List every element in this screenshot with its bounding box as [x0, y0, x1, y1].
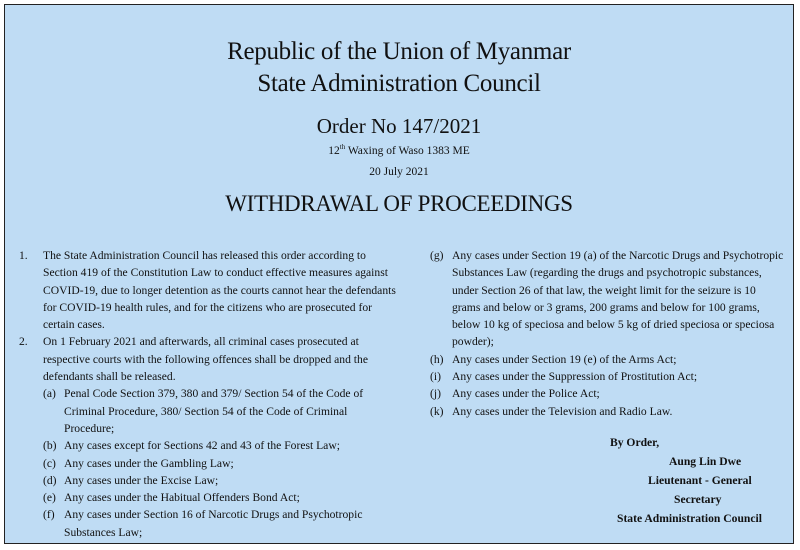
item-label: (h): [430, 352, 444, 366]
item-label: (i): [430, 370, 441, 384]
item-text: Any cases under the Police Act;: [452, 387, 600, 401]
item-text: Any cases under the Gambling Law;: [64, 456, 234, 470]
signature-by-order: By Order,: [610, 436, 660, 449]
header-country: Republic of the Union of Myanmar: [227, 38, 571, 65]
item-label: (g): [430, 249, 444, 262]
item-text: Any cases under Section 19 (a) of the Narcotic Drugs and Psychotropic Substances Law (regarding the drugs and psychotropic substances, under Section 26 of that law, the weight limit for the seizure is 10 grams and below or 3 grams, 200 grams and below for 100 grams, below 10 kg of speciosa and below 5 kg of dried speciosa or speciosa powder);: [452, 249, 784, 349]
item-label: (j): [430, 387, 441, 401]
item-text: Any cases under Section 19 (e) of the Arms Act;: [452, 352, 677, 366]
item-i: [430, 368, 787, 385]
item-label: (b): [43, 439, 57, 453]
order-document: [4, 4, 794, 544]
item-j: [430, 385, 787, 402]
item-text: Any cases under Section 16 of Narcotic Drugs and Psychotropic Substances Law;: [64, 508, 363, 539]
header-council: State Administration Council: [257, 70, 541, 97]
item-label: (d): [43, 473, 57, 487]
item-d: [19, 472, 399, 489]
signature-name: Aung Lin Dwe: [669, 455, 742, 468]
item-c: [19, 455, 399, 472]
order-title: WITHDRAWAL OF PROCEEDINGS: [225, 191, 573, 216]
myanmar-date-day: 12: [328, 145, 340, 157]
item-text: Any cases under the Excise Law;: [64, 473, 219, 487]
paragraph-2: [19, 333, 399, 385]
item-b: [19, 437, 399, 454]
item-text: Penal Code Section 379, 380 and 379/ Section 54 of the Code of Criminal Procedure, 380/ Section 54 of the Code of Criminal Procedure;: [64, 387, 364, 435]
order-number: Order No 147/2021: [316, 114, 482, 138]
signature-position: Secretary: [674, 493, 722, 506]
paragraph-number: 2.: [19, 335, 28, 349]
item-text: Any cases under the Suppression of Prostitution Act;: [452, 370, 698, 384]
myanmar-date: [5, 144, 793, 158]
item-text: Any cases under the Habitual Offenders Bond Act;: [64, 491, 300, 505]
item-label: (c): [43, 456, 56, 470]
item-text: Any cases except for Sections 42 and 43 of the Forest Law;: [64, 439, 340, 453]
item-label: (a): [43, 387, 56, 401]
item-label: (f): [43, 508, 55, 522]
item-f: [19, 506, 399, 541]
gregorian-date: 20 July 2021: [369, 166, 429, 178]
item-label: (e): [43, 491, 56, 505]
myanmar-date-rest: Waxing of Waso 1383 ME: [345, 145, 470, 157]
signature-organization: State Administration Council: [617, 512, 762, 525]
paragraph-number: 1.: [19, 249, 28, 262]
signature-rank: Lieutenant - General: [648, 474, 752, 487]
item-e: [19, 489, 399, 506]
item-text: Any cases under the Television and Radio Law.: [452, 404, 673, 418]
item-k: [430, 403, 787, 420]
right-column: [430, 247, 787, 420]
paragraph-text: On 1 February 2021 and afterwards, all criminal cases prosecuted at respective courts with the following offences shall be dropped and the defendants shall be released.: [43, 335, 368, 384]
myanmar-date-ordinal: th: [339, 143, 346, 152]
item-label: (k): [430, 404, 444, 418]
item-a: [19, 385, 399, 437]
paragraph-1: [19, 247, 399, 333]
item-g: [430, 247, 787, 351]
left-column: [19, 247, 399, 541]
paragraph-text: The State Administration Council has released this order according to Section 419 of the Constitution Law to conduct effective measures against COVID-19, due to longer detention as the courts cannot hear the defendants for COVID-19 health rules, and for the citizens who are prosecuted for certain cases.: [43, 249, 396, 332]
item-h: [430, 351, 787, 368]
